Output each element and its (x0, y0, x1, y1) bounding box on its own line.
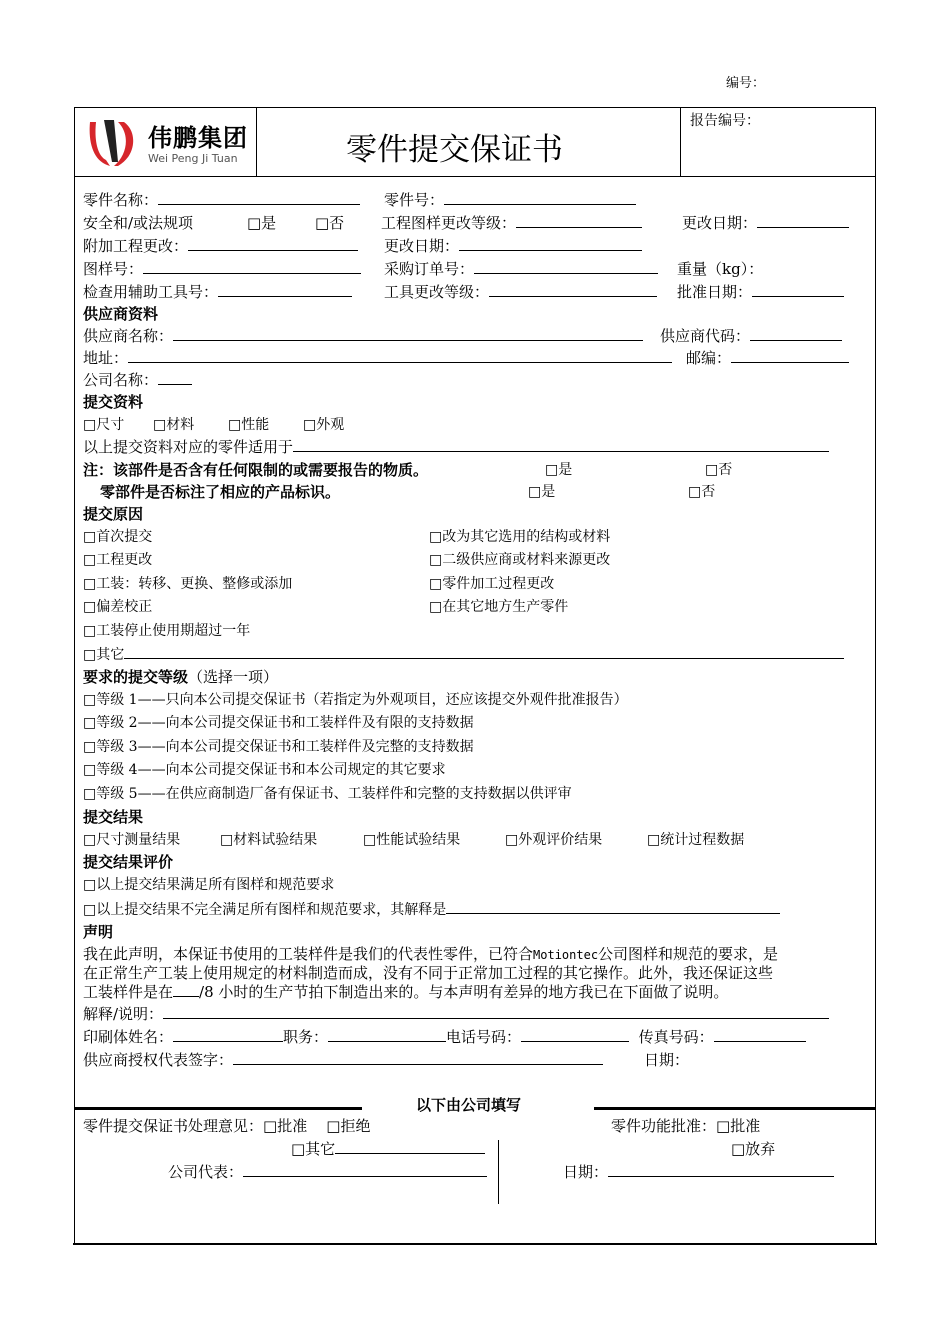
extra-eng-change-label: 附加工程更改： (83, 237, 189, 255)
position-label: 职务： (283, 1028, 329, 1046)
row-po-no (384, 258, 658, 279)
company-section-heading: 以下由公司填写 (416, 1096, 522, 1114)
result-dimension-checkbox[interactable]: □尺寸测量结果 (83, 832, 181, 848)
evaluation-heading: 提交结果评价 (83, 853, 174, 871)
supplier-heading: 供应商资料 (83, 305, 159, 323)
explain-field[interactable] (163, 1003, 829, 1019)
declaration-brand: Motiontec (533, 948, 599, 962)
reason-other-checkbox[interactable]: □其它 (83, 647, 125, 663)
result-spc-checkbox[interactable]: □统计过程数据 (647, 832, 745, 848)
opinion-other-checkbox[interactable]: □其它 (291, 1140, 336, 1158)
levels-heading-note: （选择一项） (188, 668, 279, 686)
reason-tooling-checkbox[interactable]: □工装：转移、更换、整修或添加 (83, 576, 293, 592)
page-title: 零件提交保证书 (346, 132, 563, 168)
row-eng-change-level (381, 212, 642, 233)
fax-label: 传真号码： (638, 1028, 714, 1046)
tool-change-level-label: 工具更改等级： (384, 283, 490, 301)
evaluation-explain-field[interactable] (446, 898, 780, 914)
extra-eng-change-field[interactable] (188, 235, 358, 251)
company-rep-label: 公司代表： (168, 1163, 244, 1181)
company-section-divider (498, 1140, 499, 1204)
level-1-checkbox[interactable]: □等级 1——只向本公司提交保证书（若指定为外观项目，还应该提交外观件批准报告） (83, 692, 628, 708)
supplier-code-label: 供应商代码： (660, 327, 751, 345)
approve-date-label: 批准日期： (677, 283, 753, 301)
part-no-field[interactable] (444, 189, 636, 205)
part-name-field[interactable] (158, 189, 360, 205)
func-approval-label: 零件功能批准： (611, 1117, 717, 1135)
row-aux-tool-no (83, 281, 352, 302)
aux-tool-no-field[interactable] (218, 281, 352, 297)
company-date-label: 日期： (563, 1163, 609, 1181)
note-restricted-substances: 注：该部件是否含有任何限制的或需要报告的物质。 (83, 461, 429, 479)
explain-label: 解释/说明： (83, 1005, 164, 1023)
phone-label: 电话号码： (446, 1028, 522, 1046)
change-date2-label: 更改日期： (384, 237, 460, 255)
declaration-line-1 (83, 943, 778, 964)
reason-first-submission-checkbox[interactable]: □首次提交 (83, 529, 153, 545)
submission-dimension-checkbox[interactable]: □尺寸 (83, 417, 125, 433)
opinion-reject-checkbox[interactable]: □拒绝 (326, 1117, 371, 1135)
row-company-date (563, 1161, 834, 1182)
opinion-label: 零件提交保证书处理意见： (83, 1117, 264, 1135)
safety-no-checkbox[interactable]: □否 (315, 214, 345, 232)
doc-no-label: 编号： (726, 76, 766, 91)
declaration-line-3a: 工装样件是在 (83, 983, 174, 1001)
restricted-no-checkbox[interactable]: □否 (705, 462, 733, 478)
title-divider (680, 107, 681, 177)
weight-label: 重量（kg）： (677, 260, 764, 278)
row-extra-eng-change (83, 235, 358, 256)
restricted-yes-checkbox[interactable]: □是 (545, 462, 573, 478)
logo-divider (256, 107, 257, 177)
marking-no-checkbox[interactable]: □否 (688, 484, 716, 500)
reason-eng-change-checkbox[interactable]: □工程更改 (83, 552, 153, 568)
company-logo (84, 114, 252, 172)
declaration-line-1a: 我在此声明，本保证书使用的工装样件是我们的代表性零件，已符合 (83, 945, 534, 963)
declaration-line-3 (83, 981, 728, 1002)
header-divider (74, 176, 876, 177)
change-date-label: 更改日期： (682, 214, 758, 232)
row-opinion-other (291, 1138, 485, 1159)
part-no-label: 零件号： (384, 191, 445, 209)
submission-material-checkbox[interactable]: □材料 (153, 417, 195, 433)
change-date-field[interactable] (757, 212, 849, 228)
evaluation-ok-checkbox[interactable]: □以上提交结果满足所有图样和规范要求 (83, 877, 335, 893)
address-label: 地址： (83, 349, 129, 367)
position-field[interactable] (328, 1026, 446, 1042)
row-applies-to (83, 436, 829, 457)
row-func-approval (611, 1115, 760, 1136)
opinion-approve-checkbox[interactable]: □批准 (263, 1117, 308, 1135)
level-3-checkbox[interactable]: □等级 3——向本公司提交保证书和工装样件及完整的支持数据 (83, 739, 474, 755)
po-no-label: 采购订单号： (384, 260, 475, 278)
row-change-date2 (384, 235, 642, 256)
signature-label: 供应商授权代表签字： (83, 1051, 234, 1069)
row-tool-change-level (384, 281, 657, 302)
company-section-line-left (74, 1107, 362, 1110)
row-postcode (686, 347, 849, 368)
row-part-name (83, 189, 360, 210)
applies-to-label: 以上提交资料对应的零件适用于 (83, 438, 294, 456)
declaration-line-1b: 公司图样和规范的要求，是 (598, 945, 779, 963)
result-material-checkbox[interactable]: □材料试验结果 (220, 832, 318, 848)
submission-heading: 提交资料 (83, 393, 144, 411)
phone-field[interactable] (521, 1026, 629, 1042)
address-field[interactable] (128, 347, 672, 363)
postcode-label: 邮编： (686, 349, 732, 367)
results-heading: 提交结果 (83, 808, 144, 826)
level-4-checkbox[interactable]: □等级 4——向本公司提交保证书和本公司规定的其它要求 (83, 762, 446, 778)
safety-label: 安全和/或法规项 (83, 214, 194, 232)
row-company (83, 369, 192, 390)
level-2-checkbox[interactable]: □等级 2——向本公司提交保证书和工装样件及有限的支持数据 (83, 715, 474, 731)
eng-change-level-field[interactable] (516, 212, 642, 228)
company-date-field[interactable] (608, 1161, 834, 1177)
marking-yes-checkbox[interactable]: □是 (528, 484, 556, 500)
drawing-no-label: 图样号： (83, 260, 144, 278)
result-performance-checkbox[interactable]: □性能试验结果 (363, 832, 461, 848)
reason-other-field[interactable] (124, 643, 844, 659)
supplier-name-field[interactable] (173, 325, 643, 341)
print-name-field[interactable] (173, 1026, 283, 1042)
company-field[interactable] (158, 369, 192, 385)
row-reason-other (83, 643, 844, 664)
evaluation-not-ok-checkbox[interactable]: □以上提交结果不完全满足所有图样和规范要求，其解释是 (83, 902, 447, 918)
level-5-checkbox[interactable]: □等级 5——在供应商制造厂备有保证书、工装样件和完整的支持数据以供评审 (83, 786, 572, 802)
row-drawing-no (83, 258, 361, 279)
company-rep-field[interactable] (243, 1161, 487, 1177)
reason-alt-material-checkbox[interactable]: □改为其它选用的结构或材料 (429, 529, 611, 545)
submission-performance-checkbox[interactable]: □性能 (228, 417, 270, 433)
row-approve-date (677, 281, 844, 302)
company-section-line-right (594, 1107, 876, 1110)
report-no-label: 报告编号： (690, 113, 760, 129)
opinion-other-field[interactable] (335, 1138, 485, 1154)
reason-subsupplier-checkbox[interactable]: □二级供应商或材料来源更改 (429, 552, 611, 568)
logo-cn: 伟鹏集团 (148, 124, 248, 152)
func-waive-checkbox[interactable]: □放弃 (731, 1140, 776, 1158)
row-change-date (682, 212, 849, 233)
result-appearance-checkbox[interactable]: □外观评价结果 (505, 832, 603, 848)
frame-bottom-thick (73, 1243, 877, 1245)
levels-heading: 要求的提交等级 (83, 668, 189, 686)
supplier-name-label: 供应商名称： (83, 327, 174, 345)
logo-mark-icon (84, 114, 142, 170)
note-product-marking: 零部件是否标注了相应的产品标识。 (100, 483, 341, 501)
signature-field[interactable] (233, 1049, 603, 1065)
reason-process-change-checkbox[interactable]: □零件加工过程更改 (429, 576, 555, 592)
declaration-line-2: 在正常生产工装上使用规定的材料制造而成，没有不同于正常加工过程的其它操作。此外，我还保证这些 (83, 964, 774, 982)
approve-date-field[interactable] (752, 281, 844, 297)
declaration-date-label: 日期： (644, 1051, 690, 1069)
takt-field[interactable] (173, 981, 199, 997)
row-part-no (384, 189, 636, 210)
logo-en: Wei Peng Ji Tuan (148, 152, 238, 165)
reason-tool-inactive-checkbox[interactable]: □工装停止使用期超过一年 (83, 623, 251, 639)
aux-tool-no-label: 检查用辅助工具号： (83, 283, 219, 301)
change-date2-field[interactable] (459, 235, 642, 251)
declaration-line-3b: /8 小时的生产节拍下制造出来的。与本声明有差异的地方我已在下面做了说明。 (199, 983, 729, 1001)
row-evaluation-not-ok (83, 898, 780, 919)
row-signature (83, 1049, 603, 1070)
reason-other-location-checkbox[interactable]: □在其它地方生产零件 (429, 599, 569, 615)
row-company-rep (168, 1161, 487, 1182)
submission-appearance-checkbox[interactable]: □外观 (303, 417, 345, 433)
postcode-field[interactable] (731, 347, 849, 363)
company-label: 公司名称： (83, 371, 159, 389)
print-name-label: 印刷体姓名： (83, 1028, 174, 1046)
supplier-code-field[interactable] (750, 325, 842, 341)
func-approve-checkbox[interactable]: □批准 (716, 1117, 761, 1135)
row-address (83, 347, 672, 368)
reason-deviation-checkbox[interactable]: □偏差校正 (83, 599, 153, 615)
reasons-heading: 提交原因 (83, 505, 144, 523)
row-explain (83, 1003, 829, 1024)
declaration-heading: 声明 (83, 923, 114, 941)
applies-to-field[interactable] (293, 436, 829, 452)
drawing-no-field[interactable] (143, 258, 361, 274)
safety-yes-checkbox[interactable]: □是 (247, 214, 277, 232)
row-supplier-code (660, 325, 842, 346)
po-no-field[interactable] (474, 258, 658, 274)
row-opinion (83, 1115, 370, 1136)
row-print-name (83, 1026, 806, 1047)
row-supplier-name (83, 325, 643, 346)
eng-change-level-label: 工程图样更改等级： (381, 214, 517, 232)
part-name-label: 零件名称： (83, 191, 159, 209)
fax-field[interactable] (714, 1026, 806, 1042)
tool-change-level-field[interactable] (489, 281, 657, 297)
levels-heading-row (83, 666, 278, 687)
